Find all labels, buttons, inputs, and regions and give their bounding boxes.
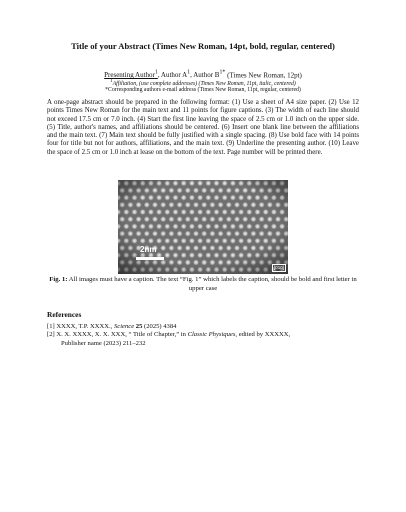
reference-1: [1] XXXX, T.P. XXXX., Science 25 (2025) 4384 — [47, 323, 177, 330]
reference-2: [2] X. X. XXXX, X. X. XXX, “ Title of Chapter,” in Classic Physiques, edited by XXXXX, Publisher name (2023) 211–232 — [47, 331, 291, 347]
caption-text: All images must have a caption. The text “Fig. 1” which labels the caption, should be bold and first letter in upper case — [67, 276, 357, 292]
abstract-title: Title of your Abstract (Times New Roman, 14pt, bold, regular, centered) — [71, 41, 335, 51]
microscopy-image — [118, 180, 288, 274]
references-heading: References — [47, 310, 82, 319]
scale-bar-label: 2nm — [140, 245, 157, 254]
corresponding-email: *Corresponding authors e-mail address (Times New Roman, 11pt, regular, centered) — [105, 87, 301, 93]
scale-bar — [136, 257, 164, 260]
author-b: , Author $B^{1*}$ — [190, 70, 226, 80]
presenting-author: Presenting Author$^1$ — [104, 70, 158, 80]
author-a: , Author $A^1$ — [157, 70, 191, 80]
caption-label: Fig. 1: — [49, 276, 68, 283]
zone-axis-label: [010] — [273, 265, 284, 270]
figure-caption — [47, 276, 359, 293]
author-font-note: (Times New Roman, 12pt) — [225, 71, 302, 80]
abstract-body: A one-page abstract should be prepared in the following format: (1) Use a sheet of A4 size paper. (2) Use 12 points Times New Roman for the main text and 11 points for figure captions. (3) The width of each line should not exceed 17.5 cm or 7.0 inch. (4) Start the first line leaving the space of 2.5 cm or 1.0 inch on the upper side. (5) Title, author's names, and affiliations should be centered. (6) Insert one blank line between the affiliations and the main text. (7) Main text should be fully justified with a single spacing. (8) Use bold face with 14 points four for title but not for authors, affiliations, and the main text. (9) Underline the presenting author. (10) Leave the space of 2.5 cm or 1.0 inch at lease on the bottom of the text. Page number will be printed there. — [47, 99, 359, 156]
affiliation: $^1$Affiliation, (use complete addresses) (Times New Roman, 11pt, italic, centered) — [110, 79, 296, 87]
